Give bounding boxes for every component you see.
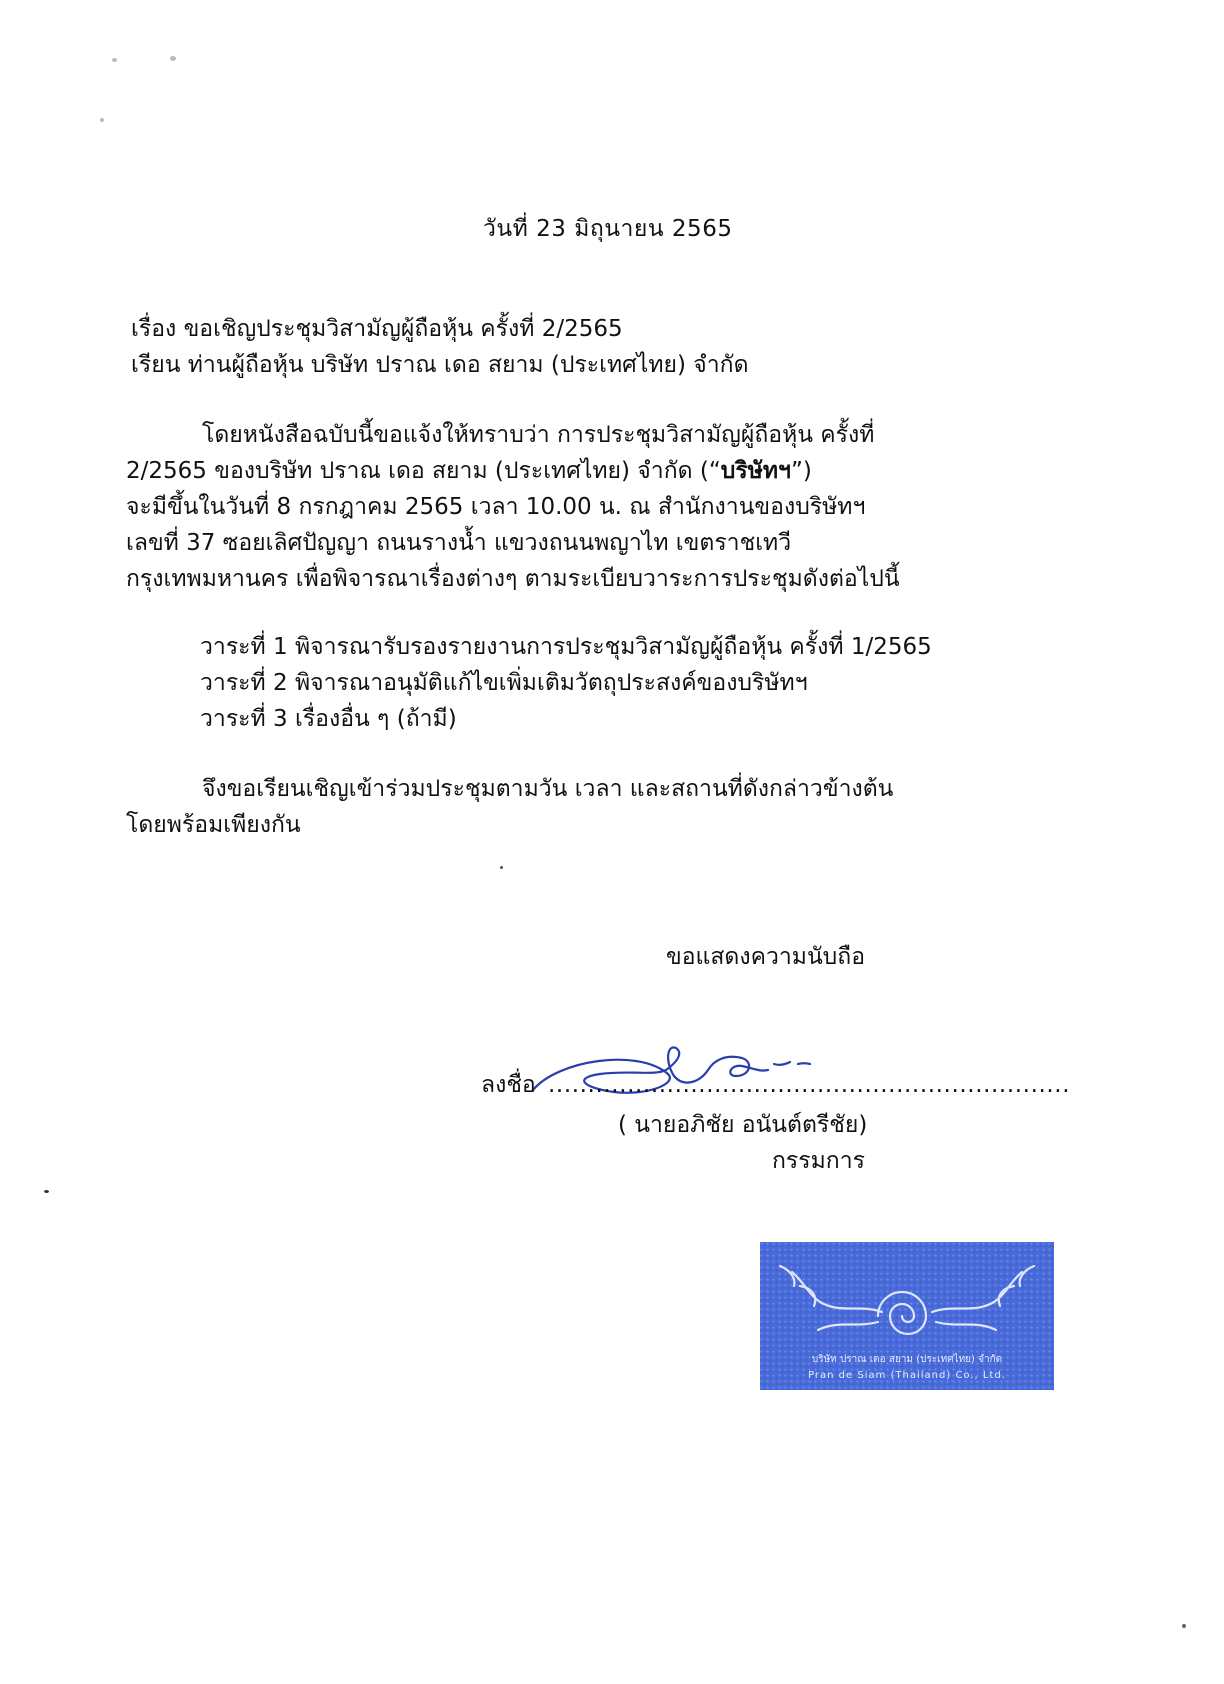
seal-text-thai: บริษัท ปราณ เดอ สยาม (ประเทศไทย) จำกัด xyxy=(811,1354,1003,1365)
signer-title: กรรมการ xyxy=(772,1148,865,1174)
seal-text-english: Pran de Siam (Thailand) Co., Ltd. xyxy=(808,1370,1006,1381)
body-line-text: 2/2565 ของบริษัท ปราณ เดอ สยาม (ประเทศไทย) จำกัด (“ xyxy=(126,458,721,484)
body-line: กรุงเทพมหานคร เพื่อพิจารณาเรื่องต่างๆ ตามระเบียบวาระการประชุมดังต่อไปนี้ xyxy=(126,566,900,592)
scan-speck xyxy=(1182,1624,1186,1628)
letter-date: วันที่ 23 มิถุนายน 2565 xyxy=(483,216,733,242)
signature-label: ลงชื่อ xyxy=(481,1072,536,1098)
signer-name: ( นายอภิชัย อนันต์ตรีชัย) xyxy=(618,1112,868,1138)
letter-subject: เรื่อง ขอเชิญประชุมวิสามัญผู้ถือหุ้น ครั้งที่ 2/2565 xyxy=(131,316,623,342)
scan-speck xyxy=(112,58,117,62)
scan-speck xyxy=(44,1190,49,1193)
agenda-item: วาระที่ 3 เรื่องอื่น ๆ (ถ้ามี) xyxy=(200,706,457,732)
company-short-name: บริษัทฯ xyxy=(720,458,791,484)
scan-speck xyxy=(100,118,104,122)
regards-line: ขอแสดงความนับถือ xyxy=(666,944,866,970)
signature-dotted-line: .................................................................. xyxy=(548,1072,1071,1098)
handwritten-signature xyxy=(528,1030,828,1110)
agenda-item: วาระที่ 2 พิจารณาอนุมัติแก้ไขเพิ่มเติมวัตถุประสงค์ของบริษัทฯ xyxy=(200,670,808,696)
company-seal xyxy=(760,1242,1054,1390)
closing-line: โดยพร้อมเพียงกัน xyxy=(126,812,301,838)
agenda-item: วาระที่ 1 พิจารณารับรองรายงานการประชุมวิสามัญผู้ถือหุ้น ครั้งที่ 1/2565 xyxy=(200,634,932,660)
body-line: เลขที่ 37 ซอยเลิศปัญญา ถนนรางน้ำ แขวงถนนพญาไท เขตราชเทวี xyxy=(126,530,792,556)
body-line: โดยหนังสือฉบับนี้ขอแจ้งให้ทราบว่า การประชุมวิสามัญผู้ถือหุ้น ครั้งที่ xyxy=(202,422,875,448)
body-line: จะมีขึ้นในวันที่ 8 กรกฎาคม 2565 เวลา 10.00 น. ณ สำนักงานของบริษัทฯ xyxy=(126,494,866,520)
body-line-text: ”) xyxy=(790,458,812,484)
scan-speck xyxy=(500,866,503,869)
scan-speck xyxy=(170,56,176,61)
body-line xyxy=(126,460,812,483)
closing-line: จึงขอเรียนเชิญเข้าร่วมประชุมตามวัน เวลา และสถานที่ดังกล่าวข้างต้น xyxy=(202,776,894,802)
letter-recipient: เรียน ท่านผู้ถือหุ้น บริษัท ปราณ เดอ สยาม (ประเทศไทย) จำกัด xyxy=(131,352,749,378)
